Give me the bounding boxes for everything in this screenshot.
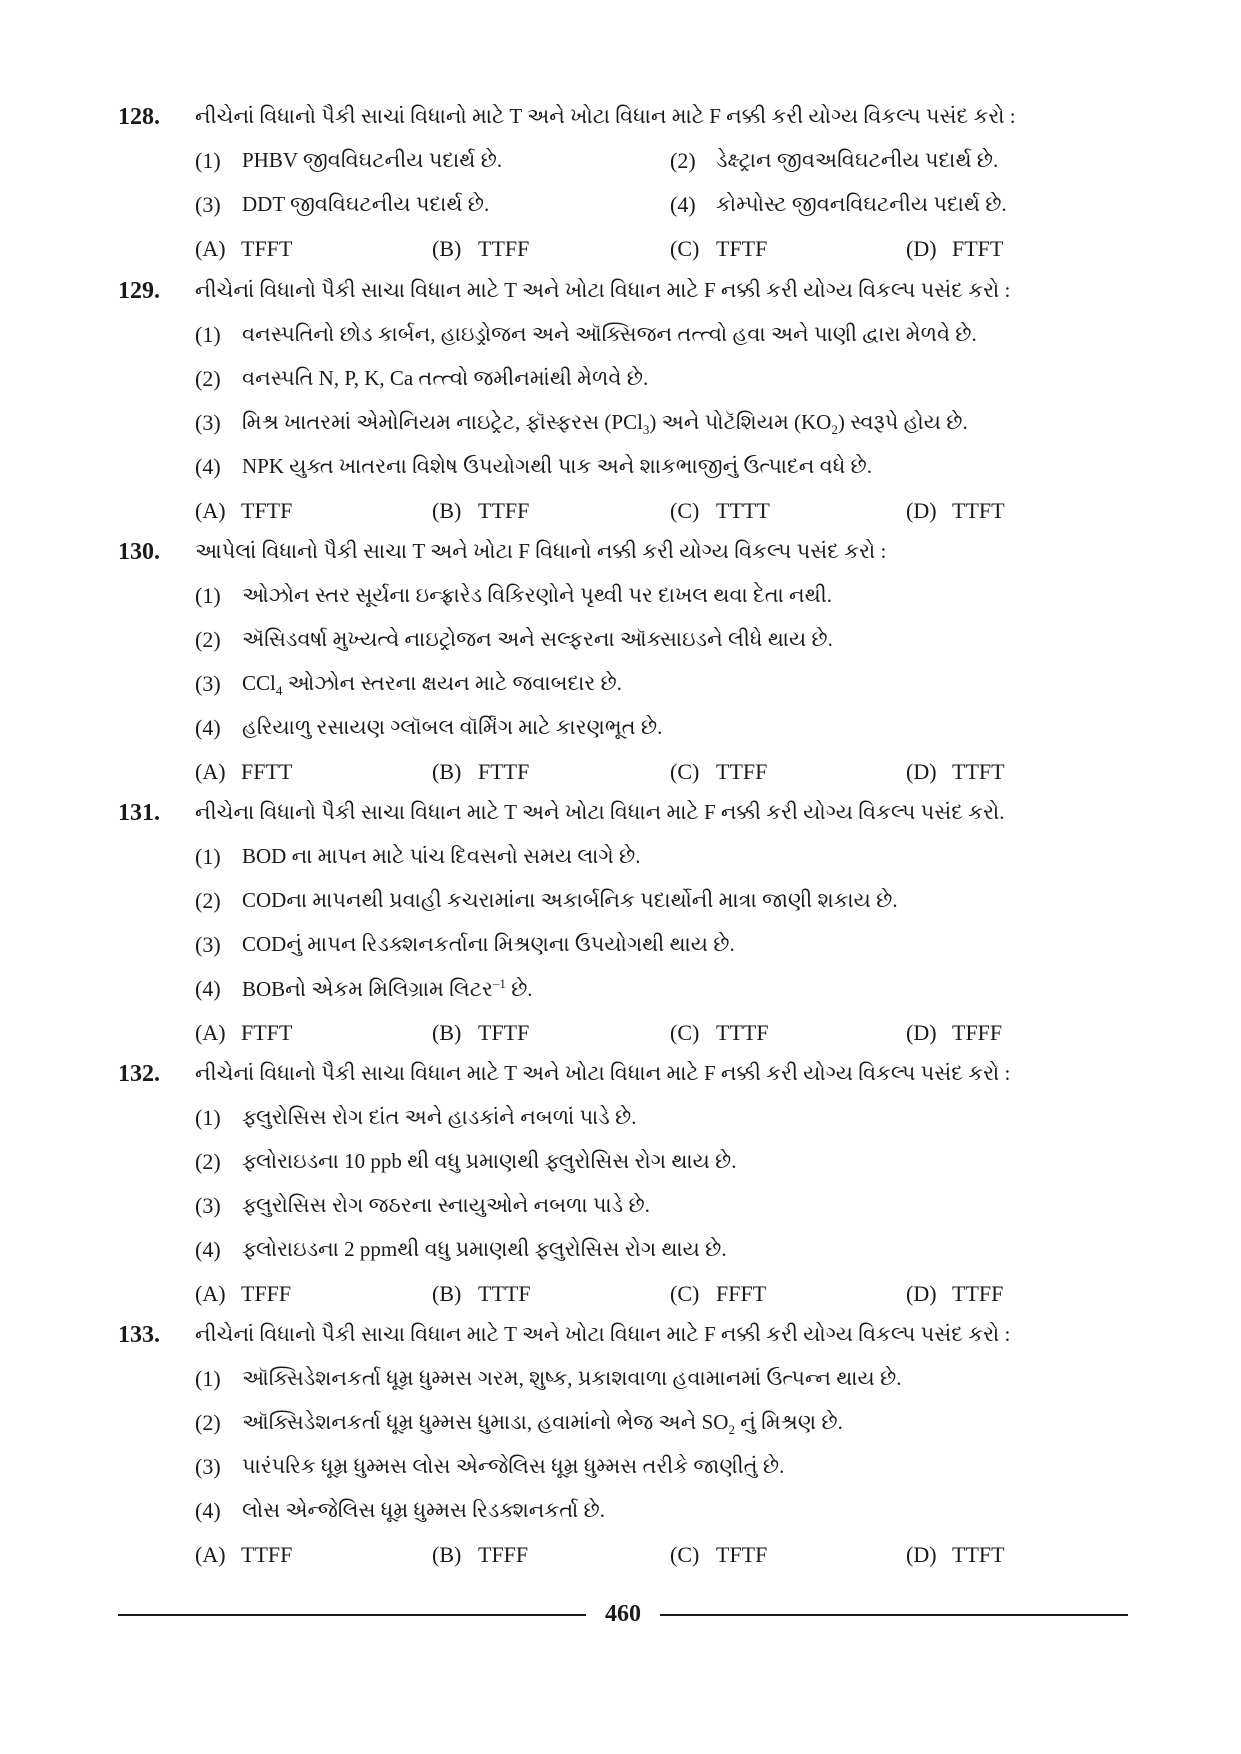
statement-text: કોમ્પોસ્ટ જીવનવિઘટનીય પદાર્થ છે. xyxy=(716,192,1007,216)
question-131 xyxy=(118,796,1128,1054)
statement: (4) હરિયાળુ રસાયણ ગ્લૉબલ વૉર્મિંગ માટે કારણભૂત છે. xyxy=(195,715,663,740)
statement-text: PHBV જીવવિઘટનીય પદાર્થ છે. xyxy=(242,148,503,172)
question-prompt: નીચેનાં વિધાનો પૈકી સાચાં વિધાનો માટે T અને ખોટા વિધાન માટે F નક્કી કરી યોગ્ય વિકલ્પ પસંદ કરો : xyxy=(195,104,1016,128)
statement: (3) CODનું માપન રિડક્શનકર્તાના મિશ્રણના ઉપયોગથી થાય છે. xyxy=(195,932,735,957)
question-number: 128. xyxy=(118,104,160,130)
statement: (3) મિશ્ર ખાતરમાં એમોનિયમ નાઇટ્રેટ, ફૉસ્ફરસ (PCl$_3$) અને પોટૅશિયમ $(KO_2)$ સ્વરૂપે હોય છે. xyxy=(195,410,968,438)
option-c[interactable]: (C) FFFT xyxy=(670,1281,767,1306)
statement-text: DDT જીવવિઘટનીય પદાર્થ છે. xyxy=(242,192,490,216)
statement: (2) વનસ્પતિ N, P, K, Ca તત્ત્વો જમીનમાંથી મેળવે છે. xyxy=(195,366,649,391)
question-130 xyxy=(118,535,1128,793)
statement: (1) BOD ના માપન માટે પાંચ દિવસનો સમય લાગે છે. xyxy=(195,844,641,869)
answer-options xyxy=(118,1014,1128,1054)
option-c[interactable]: (C) TTTF xyxy=(670,1020,769,1045)
question-prompt: નીચેનાં વિધાનો પૈકી સાચા વિધાન માટે T અને ખોટા વિધાન માટે F નક્કી કરી યોગ્ય વિકલ્પ પસંદ કરો : xyxy=(195,278,1011,302)
option-a[interactable]: (A) TFTF xyxy=(195,498,293,523)
question-number: 132. xyxy=(118,1061,160,1087)
statement: (1) ઑક્સિડેશનકર્તા ધૂમ્ર ધુમ્મસ ગરમ, શુષ્ક, પ્રકાશવાળા હવામાનમાં ઉત્પન્ન થાય છે. xyxy=(195,1366,902,1391)
question-prompt: આપેલાં વિધાનો પૈકી સાચા T અને ખોટા F વિધાનો નક્કી કરી યોગ્ય વિકલ્પ પસંદ કરો : xyxy=(195,539,887,563)
footer-rule-right xyxy=(660,1614,1128,1616)
option-b[interactable]: (B) TTFF xyxy=(432,498,530,523)
option-d[interactable]: (D) FTFT xyxy=(906,236,1004,261)
answer-options xyxy=(118,492,1128,532)
footer-rule-left xyxy=(118,1614,586,1616)
statement-row xyxy=(118,186,1128,230)
statement: (1) ફ્લુરોસિસ રોગ દાંત અને હાડકાંને નબળાં પાડે છે. xyxy=(195,1105,637,1130)
option-b[interactable]: (B) TTTF xyxy=(432,1281,531,1306)
page-footer xyxy=(118,1601,1128,1631)
option-d[interactable]: (D) TTFT xyxy=(906,1542,1005,1567)
option-a[interactable]: (A) TFFF xyxy=(195,1281,292,1306)
option-d[interactable]: (D) TFFF xyxy=(906,1020,1003,1045)
question-number: 131. xyxy=(118,800,160,826)
statement: (2) ઍસિડવર્ષા મુખ્યત્વે નાઇટ્રોજન અને સલ્ફરના ઑક્સાઇડને લીધે થાય છે. xyxy=(195,627,833,652)
option-a[interactable]: (A) TTFF xyxy=(195,1542,293,1567)
option-b[interactable]: (B) TTFF xyxy=(432,236,530,261)
option-a[interactable]: (A) FTFT xyxy=(195,1020,293,1045)
question-133 xyxy=(118,1318,1128,1576)
statement: (4) NPK યુક્ત ખાતરના વિશેષ ઉપયોગથી પાક અને શાકભાજીનું ઉત્પાદન વધે છે. xyxy=(195,454,873,479)
question-number: 130. xyxy=(118,539,160,565)
answer-options xyxy=(118,230,1128,270)
statement-number: (2) xyxy=(670,148,696,173)
option-b[interactable]: (B) FTTF xyxy=(432,759,530,784)
page-number: 460 xyxy=(605,1601,641,1627)
statement-row xyxy=(118,142,1128,186)
statement: (2) ફ્લોરાઇડના 10 ppb થી વધુ પ્રમાણથી ફ્લુરોસિસ રોગ થાય છે. xyxy=(195,1149,737,1174)
option-b[interactable]: (B) TFFF xyxy=(432,1542,529,1567)
option-c[interactable]: (C) TTTT xyxy=(670,498,770,523)
question-132 xyxy=(118,1057,1128,1315)
statement: (3) ફ્લુરોસિસ રોગ જઠરના સ્નાયુઓને નબળા પાડે છે. xyxy=(195,1193,650,1218)
question-129 xyxy=(118,274,1128,532)
statement-number: (4) xyxy=(670,192,696,217)
statement-number: (1) xyxy=(195,148,221,173)
answer-options xyxy=(118,1275,1128,1315)
option-a[interactable]: (A) TFFT xyxy=(195,236,293,261)
option-d[interactable]: (D) TTFT xyxy=(906,498,1005,523)
question-prompt: નીચેના વિધાનો પૈકી સાચા વિધાન માટે T અને ખોટા વિધાન માટે F નક્કી કરી યોગ્ય વિકલ્પ પસંદ કરો. xyxy=(195,800,1005,824)
option-c[interactable]: (C) TTFF xyxy=(670,759,768,784)
question-128 xyxy=(118,100,1128,270)
question-prompt: નીચેનાં વિધાનો પૈકી સાચા વિધાન માટે T અને ખોટા વિધાન માટે F નક્કી કરી યોગ્ય વિકલ્પ પસંદ કરો : xyxy=(195,1322,1011,1346)
option-c[interactable]: (C) TFTF xyxy=(670,236,768,261)
statement: (3) CCl$_4$ ઓઝોન સ્તરના ક્ષયન માટે જવાબદાર છે. xyxy=(195,671,622,699)
statement: (4) BOBનો એકમ મિલિગ્રામ લિટર$^{-1}$ છે. xyxy=(195,976,533,1001)
statement: (3) પારંપરિક ધૂમ્ર ધુમ્મસ લોસ એન્જેલિસ ધૂમ્ર ધુમ્મસ તરીકે જાણીતું છે. xyxy=(195,1454,785,1479)
statement: (1) વનસ્પતિનો છોડ કાર્બન, હાઇડ્રોજન અને ઑક્સિજન તત્ત્વો હવા અને પાણી દ્વારા મેળવે છે. xyxy=(195,322,977,347)
option-b[interactable]: (B) TFTF xyxy=(432,1020,530,1045)
statement: (2) CODના માપનથી પ્રવાહી કચરામાંના અકાર્બનિક પદાર્થોની માત્રા જાણી શકાય છે. xyxy=(195,888,898,913)
statement-text: ડેક્ષ્ટ્રાન જીવઅવિઘટનીય પદાર્થ છે. xyxy=(716,148,999,172)
option-c[interactable]: (C) TFTF xyxy=(670,1542,768,1567)
answer-options xyxy=(118,753,1128,793)
option-d[interactable]: (D) TTFT xyxy=(906,759,1005,784)
question-prompt: નીચેનાં વિધાનો પૈકી સાચા વિધાન માટે T અને ખોટા વિધાન માટે F નક્કી કરી યોગ્ય વિકલ્પ પસંદ કરો : xyxy=(195,1061,1011,1085)
answer-options xyxy=(118,1536,1128,1576)
option-a[interactable]: (A) FFTT xyxy=(195,759,293,784)
option-d[interactable]: (D) TTFF xyxy=(906,1281,1004,1306)
statement: (4) ફ્લોરાઇડના 2 ppmથી વધુ પ્રમાણથી ફ્લુરોસિસ રોગ થાય છે. xyxy=(195,1237,727,1262)
question-number: 133. xyxy=(118,1322,160,1348)
question-number: 129. xyxy=(118,278,160,304)
statement-number: (3) xyxy=(195,192,221,217)
statement: (1) ઓઝોન સ્તર સૂર્યના ઇન્ફ્રારેડ વિકિરણોને પૃથ્વી પર દાખલ થવા દેતા નથી. xyxy=(195,583,833,608)
statement: (4) લોસ એન્જેલિસ ધૂમ્ર ધુમ્મસ રિડક્શનકર્તા છે. xyxy=(195,1498,606,1523)
statement: (2) ઑક્સિડેશનકર્તા ધૂમ્ર ધુમ્મસ ધુમાડા, હવામાંનો ભેજ અને $SO_2$ નું મિશ્રણ છે. xyxy=(195,1410,843,1438)
